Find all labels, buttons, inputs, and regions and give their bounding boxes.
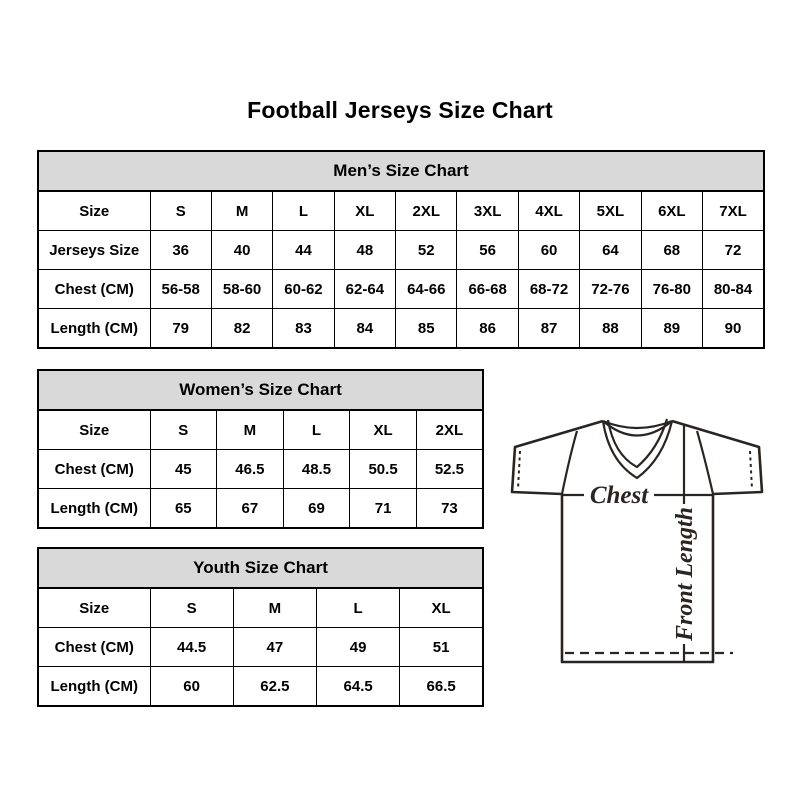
table-cell: S (150, 191, 211, 231)
table-cell: 90 (703, 309, 764, 349)
table-cell: 89 (641, 309, 702, 349)
chest-label: Chest (589, 482, 649, 509)
table-cell: 79 (150, 309, 211, 349)
cuff-dashed-right-icon (750, 451, 752, 489)
table-title: Youth Size Chart (38, 548, 483, 588)
table-cell: M (233, 588, 316, 628)
table-cell: 52.5 (416, 450, 483, 489)
table-cell: 88 (580, 309, 641, 349)
armhole-seam-left-icon (562, 431, 577, 494)
table-cell: L (273, 191, 334, 231)
table-row (38, 628, 483, 667)
table-cell: 2XL (416, 410, 483, 450)
table-cell: 66.5 (400, 667, 483, 707)
table-cell: 64 (580, 231, 641, 270)
table-row (38, 489, 483, 529)
table-cell: 46.5 (217, 450, 284, 489)
table-cell: 48 (334, 231, 395, 270)
page-title: Football Jerseys Size Chart (247, 97, 553, 123)
table-cell: XL (350, 410, 417, 450)
table-cell: 69 (283, 489, 350, 529)
table-cell: 56 (457, 231, 518, 270)
table-cell: S (150, 410, 217, 450)
table-cell: L (317, 588, 400, 628)
womens-size-table (37, 369, 484, 529)
table-cell: 80-84 (703, 270, 764, 309)
table-cell: 51 (400, 628, 483, 667)
table-cell: M (211, 191, 272, 231)
table-cell: 68-72 (518, 270, 579, 309)
table-title: Women’s Size Chart (38, 370, 483, 410)
table-cell: 64-66 (396, 270, 457, 309)
row-label: Chest (CM) (38, 270, 150, 309)
table-cell: 64.5 (317, 667, 400, 707)
row-label: Length (CM) (38, 489, 150, 529)
table-cell: 82 (211, 309, 272, 349)
armhole-seam-right-icon (697, 431, 713, 494)
table-row (38, 270, 764, 309)
table-title-row (38, 151, 764, 191)
table-cell: 44.5 (150, 628, 233, 667)
row-label: Length (CM) (38, 309, 150, 349)
row-label: Chest (CM) (38, 450, 150, 489)
table-title-row (38, 548, 483, 588)
table-cell: 62-64 (334, 270, 395, 309)
front-length-label: Front Length (672, 506, 698, 642)
table-cell: M (217, 410, 284, 450)
table-cell: 52 (396, 231, 457, 270)
table-cell: 73 (416, 489, 483, 529)
table-cell: 5XL (580, 191, 641, 231)
row-label: Size (38, 410, 150, 450)
table-cell: S (150, 588, 233, 628)
table-cell: 40 (211, 231, 272, 270)
table-row (38, 588, 483, 628)
table-row (38, 667, 483, 707)
table-row (38, 309, 764, 349)
table-cell: 60-62 (273, 270, 334, 309)
table-cell: XL (334, 191, 395, 231)
table-cell: 66-68 (457, 270, 518, 309)
youth-size-table (37, 547, 484, 707)
table-row (38, 191, 764, 231)
table-cell: 4XL (518, 191, 579, 231)
table-cell: 83 (273, 309, 334, 349)
table-row (38, 450, 483, 489)
table-title-row (38, 370, 483, 410)
row-label: Size (38, 588, 150, 628)
table-cell: 60 (150, 667, 233, 707)
table-cell: 48.5 (283, 450, 350, 489)
table-cell: 86 (457, 309, 518, 349)
table-cell: 45 (150, 450, 217, 489)
table-cell: 72-76 (580, 270, 641, 309)
table-cell: 65 (150, 489, 217, 529)
table-cell: 44 (273, 231, 334, 270)
table-row (38, 410, 483, 450)
table-cell: 47 (233, 628, 316, 667)
row-label: Jerseys Size (38, 231, 150, 270)
table-cell: 76-80 (641, 270, 702, 309)
table-cell: 36 (150, 231, 211, 270)
table-cell: 50.5 (350, 450, 417, 489)
table-cell: 6XL (641, 191, 702, 231)
mens-size-table (37, 150, 765, 349)
table-cell: 68 (641, 231, 702, 270)
table-cell: 85 (396, 309, 457, 349)
table-cell: XL (400, 588, 483, 628)
table-cell: 58-60 (211, 270, 272, 309)
table-cell: 7XL (703, 191, 764, 231)
row-label: Length (CM) (38, 667, 150, 707)
row-label: Chest (CM) (38, 628, 150, 667)
table-cell: 71 (350, 489, 417, 529)
table-cell: L (283, 410, 350, 450)
table-cell: 2XL (396, 191, 457, 231)
table-cell: 49 (317, 628, 400, 667)
jersey-outline-icon (512, 421, 762, 662)
table-cell: 72 (703, 231, 764, 270)
table-cell: 3XL (457, 191, 518, 231)
row-label: Size (38, 191, 150, 231)
table-cell: 62.5 (233, 667, 316, 707)
table-cell: 56-58 (150, 270, 211, 309)
table-cell: 84 (334, 309, 395, 349)
table-cell: 87 (518, 309, 579, 349)
jersey-measurement-diagram (503, 403, 775, 675)
table-cell: 67 (217, 489, 284, 529)
table-cell: 60 (518, 231, 579, 270)
table-title: Men’s Size Chart (38, 151, 764, 191)
table-row (38, 231, 764, 270)
cuff-dashed-left-icon (518, 451, 520, 489)
